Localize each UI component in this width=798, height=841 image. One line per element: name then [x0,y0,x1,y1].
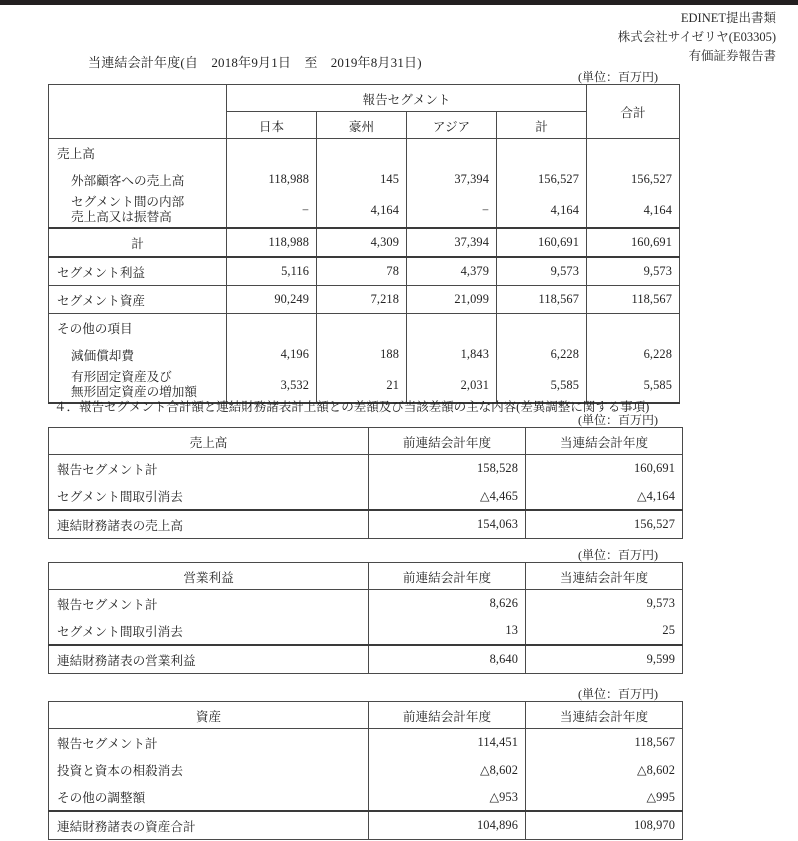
segment-information-table [48,84,680,404]
cell-value: 160,691 [587,228,680,257]
cell-value [317,314,407,342]
table-row [49,756,683,783]
operating-income-table-header-item: 営業利益 [49,563,369,590]
cell-value: 3,532 [227,368,317,403]
sales-table-header-row [49,428,683,455]
cell-value: 6,228 [587,341,680,368]
cell-value: △8,602 [526,756,683,783]
table-row [49,139,680,167]
cell-value [227,314,317,342]
unit-note-sales-table: (単位：百万円) [578,413,658,427]
row-label-line-2: 無形固定資産の増加額 [71,385,197,399]
table-row [49,590,683,618]
operating-income-table-body [49,590,683,674]
row-label-other-items-group: その他の項目 [49,314,227,342]
row-label-consolidated-total-assets: 連結財務諸表の資産合計 [49,811,369,840]
table-row [49,257,680,286]
cell-value: 108,970 [526,811,683,840]
sales-table-head [49,428,683,455]
table-row [49,729,683,757]
cell-value: 158,528 [369,455,526,483]
unit-note-segment-table: (単位：百万円) [578,70,658,84]
table-row [49,617,683,645]
operating-income-table-header-current-year: 当連結会計年度 [526,563,683,590]
cell-value: 21 [317,368,407,403]
row-label-reportable-segments-total: 報告セグメント計 [49,455,369,483]
table-row [49,645,683,674]
cell-value: 1,843 [407,341,497,368]
cell-value: 160,691 [497,228,587,257]
row-label-intersegment-elimination: セグメント間取引消去 [49,482,369,510]
header-doc-type: EDINET提出書類 [680,11,776,25]
sales-reconciliation-table [48,427,683,539]
cell-value [407,139,497,167]
cell-value: 90,249 [227,286,317,314]
assets-table-header-row [49,702,683,729]
unit-note-assets-table: (単位：百万円) [578,687,658,701]
cell-value: 37,394 [407,228,497,257]
cell-value: 118,567 [497,286,587,314]
cell-value: 9,573 [497,257,587,286]
row-label-consolidated-net-sales: 連結財務諸表の売上高 [49,510,369,539]
row-label-line-2: 売上高又は振替高 [71,210,172,224]
cell-value: 118,567 [587,286,680,314]
segment-table-header-row-1 [49,85,680,112]
table-row [49,341,680,368]
sales-table-header-current-year: 当連結会計年度 [526,428,683,455]
cell-value: 5,585 [587,368,680,403]
cell-value [587,314,680,342]
row-label-reportable-segments-total: 報告セグメント計 [49,590,369,618]
table-row [49,482,683,510]
table-row [49,314,680,342]
table-row [49,228,680,257]
cell-value: 118,988 [227,228,317,257]
row-label-sales-to-external-customers: 外部顧客への売上高 [49,166,227,193]
cell-value: 78 [317,257,407,286]
document-header [618,9,776,66]
cell-value [227,139,317,167]
cell-value [317,139,407,167]
segment-table-corner-cell [49,85,227,139]
reportable-segment-group-header: 報告セグメント [227,85,587,112]
unit-note-operating-income-table: (単位：百万円) [578,548,658,562]
cell-value: 5,585 [497,368,587,403]
cell-value: 4,164 [497,193,587,228]
section-heading-reconciliation: ４．報告セグメント合計額と連結財務諸表計上額との差額及び当該差額の主な内容(差異調整に関する事項) [54,400,650,414]
cell-value: 37,394 [407,166,497,193]
row-label-segment-assets: セグメント資産 [49,286,227,314]
row-label-consolidated-operating-income: 連結財務諸表の営業利益 [49,645,369,674]
cell-value: − [407,193,497,228]
operating-income-table-header-row [49,563,683,590]
cell-value: 9,599 [526,645,683,674]
cell-value: △4,465 [369,482,526,510]
segment-table-body [49,139,680,404]
cell-value: 4,164 [587,193,680,228]
cell-value: 4,164 [317,193,407,228]
row-label-reportable-segments-total: 報告セグメント計 [49,729,369,757]
cell-value: 25 [526,617,683,645]
assets-reconciliation-table [48,701,683,840]
operating-income-table-head [49,563,683,590]
segment-table-head [49,85,680,139]
row-label-intersegment-elimination: セグメント間取引消去 [49,617,369,645]
cell-value: 4,196 [227,341,317,368]
table-row [49,286,680,314]
cell-value: 8,626 [369,590,526,618]
row-label-other-adjustments: その他の調整額 [49,783,369,811]
cell-value: 9,573 [526,590,683,618]
cell-value: △995 [526,783,683,811]
row-label-segment-profit: セグメント利益 [49,257,227,286]
cell-value: 114,451 [369,729,526,757]
table-row [49,811,683,840]
cell-value: 118,988 [227,166,317,193]
row-label-net-sales-group: 売上高 [49,139,227,167]
row-label-total: 計 [49,228,227,257]
segment-column-header-japan: 日本 [227,112,317,139]
cell-value: 118,567 [526,729,683,757]
segment-column-header-australia: 豪州 [317,112,407,139]
cell-value: △953 [369,783,526,811]
sales-table-header-previous-year: 前連結会計年度 [369,428,526,455]
cell-value: △4,164 [526,482,683,510]
sales-table-body [49,455,683,539]
operating-income-table-header-previous-year: 前連結会計年度 [369,563,526,590]
cell-value: 156,527 [526,510,683,539]
cell-value: 2,031 [407,368,497,403]
operating-income-reconciliation-table [48,562,683,674]
table-row [49,166,680,193]
cell-value [407,314,497,342]
header-company-name: 株式会社サイゼリヤ(E03305) [617,30,776,44]
row-label-intersegment-sales [49,193,227,228]
cell-value [497,314,587,342]
cell-value: 7,218 [317,286,407,314]
table-row [49,510,683,539]
header-report-type: 有価証券報告書 [688,49,776,63]
segment-column-header-asia: アジア [407,112,497,139]
row-label-line-1: セグメント間の内部 [71,195,185,209]
period-title: 当連結会計年度(自 2018年9月1日 至 2019年8月31日) [88,55,422,70]
cell-value: 154,063 [369,510,526,539]
cell-value: 4,379 [407,257,497,286]
assets-table-header-previous-year: 前連結会計年度 [369,702,526,729]
row-label-investment-capital-elimination: 投資と資本の相殺消去 [49,756,369,783]
assets-table-header-current-year: 当連結会計年度 [526,702,683,729]
cell-value: 4,309 [317,228,407,257]
cell-value: 21,099 [407,286,497,314]
cell-value: 156,527 [497,166,587,193]
cell-value: 9,573 [587,257,680,286]
cell-value: 145 [317,166,407,193]
cell-value: 5,116 [227,257,317,286]
cell-value: 104,896 [369,811,526,840]
cell-value: 156,527 [587,166,680,193]
table-row [49,193,680,228]
assets-table-head [49,702,683,729]
cell-value: 188 [317,341,407,368]
row-label-line-1: 有形固定資産及び [71,370,172,384]
cell-value: 160,691 [526,455,683,483]
cell-value: − [227,193,317,228]
total-column-header: 合計 [587,85,680,139]
table-row [49,455,683,483]
row-label-depreciation: 減価償却費 [49,341,227,368]
cell-value [587,139,680,167]
cell-value: 13 [369,617,526,645]
cell-value: 6,228 [497,341,587,368]
cell-value: 8,640 [369,645,526,674]
table-row [49,783,683,811]
cell-value: △8,602 [369,756,526,783]
sales-table-header-item: 売上高 [49,428,369,455]
assets-table-header-item: 資産 [49,702,369,729]
segment-column-header-subtotal: 計 [497,112,587,139]
cell-value [497,139,587,167]
assets-table-body [49,729,683,840]
